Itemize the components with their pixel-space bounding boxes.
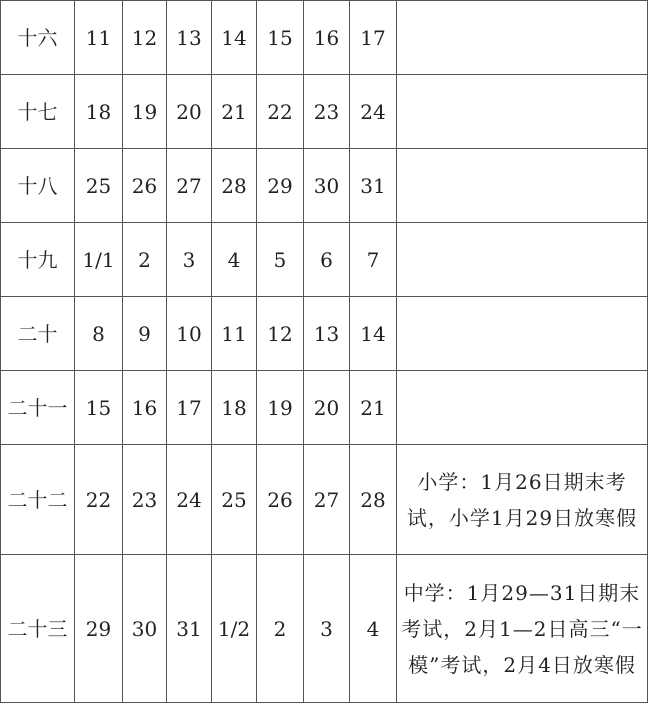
- day-cell: 30: [123, 555, 167, 703]
- day-cell: 21: [350, 371, 397, 445]
- day-cell: 27: [167, 149, 212, 223]
- day-cell: 15: [257, 1, 304, 75]
- week-row-16: [1, 1, 648, 75]
- day-cell: 26: [123, 149, 167, 223]
- day-cell: 31: [350, 149, 397, 223]
- week-number: 二十二: [1, 445, 75, 555]
- day-cell: 11: [212, 297, 257, 371]
- note-cell: [397, 223, 648, 297]
- day-cell: 28: [212, 149, 257, 223]
- note-cell: 中学：1月29—31日期末考试，2月1—2日高三“一模”考试，2月4日放寒假: [397, 555, 648, 703]
- day-cell: 15: [75, 371, 123, 445]
- day-cell: 17: [167, 371, 212, 445]
- day-cell: 27: [304, 445, 350, 555]
- day-cell: 16: [123, 371, 167, 445]
- day-cell: 31: [167, 555, 212, 703]
- day-cell: 7: [350, 223, 397, 297]
- week-row-19: [1, 223, 648, 297]
- week-number: 十九: [1, 223, 75, 297]
- week-number: 二十一: [1, 371, 75, 445]
- day-cell: 23: [304, 75, 350, 149]
- week-number: 十六: [1, 1, 75, 75]
- week-row-20: [1, 297, 648, 371]
- day-cell: 1/2: [212, 555, 257, 703]
- day-cell: 12: [123, 1, 167, 75]
- day-cell: 10: [167, 297, 212, 371]
- week-number: 十八: [1, 149, 75, 223]
- day-cell: 2: [123, 223, 167, 297]
- week-number: 二十三: [1, 555, 75, 703]
- day-cell: 18: [212, 371, 257, 445]
- week-row-17: [1, 75, 648, 149]
- week-number: 十七: [1, 75, 75, 149]
- day-cell: 17: [350, 1, 397, 75]
- day-cell: 24: [167, 445, 212, 555]
- day-cell: 6: [304, 223, 350, 297]
- day-cell: 21: [212, 75, 257, 149]
- day-cell: 26: [257, 445, 304, 555]
- week-row-22: [1, 445, 648, 555]
- day-cell: 12: [257, 297, 304, 371]
- day-cell: 3: [304, 555, 350, 703]
- day-cell: 1/1: [75, 223, 123, 297]
- day-cell: 20: [304, 371, 350, 445]
- day-cell: 13: [304, 297, 350, 371]
- note-cell: 小学：1月26日期末考试，小学1月29日放寒假: [397, 445, 648, 555]
- note-cell: [397, 1, 648, 75]
- day-cell: 3: [167, 223, 212, 297]
- day-cell: 19: [123, 75, 167, 149]
- day-cell: 14: [350, 297, 397, 371]
- day-cell: 29: [257, 149, 304, 223]
- day-cell: 25: [212, 445, 257, 555]
- day-cell: 4: [212, 223, 257, 297]
- day-cell: 22: [257, 75, 304, 149]
- day-cell: 14: [212, 1, 257, 75]
- note-cell: [397, 149, 648, 223]
- note-cell: [397, 371, 648, 445]
- day-cell: 24: [350, 75, 397, 149]
- day-cell: 23: [123, 445, 167, 555]
- day-cell: 30: [304, 149, 350, 223]
- day-cell: 4: [350, 555, 397, 703]
- note-cell: [397, 75, 648, 149]
- week-row-18: [1, 149, 648, 223]
- week-row-21: [1, 371, 648, 445]
- day-cell: 29: [75, 555, 123, 703]
- day-cell: 18: [75, 75, 123, 149]
- day-cell: 19: [257, 371, 304, 445]
- day-cell: 25: [75, 149, 123, 223]
- day-cell: 16: [304, 1, 350, 75]
- week-row-23: [1, 555, 648, 703]
- day-cell: 9: [123, 297, 167, 371]
- note-cell: [397, 297, 648, 371]
- day-cell: 5: [257, 223, 304, 297]
- day-cell: 28: [350, 445, 397, 555]
- day-cell: 13: [167, 1, 212, 75]
- week-number: 二十: [1, 297, 75, 371]
- day-cell: 20: [167, 75, 212, 149]
- day-cell: 2: [257, 555, 304, 703]
- day-cell: 11: [75, 1, 123, 75]
- day-cell: 22: [75, 445, 123, 555]
- day-cell: 8: [75, 297, 123, 371]
